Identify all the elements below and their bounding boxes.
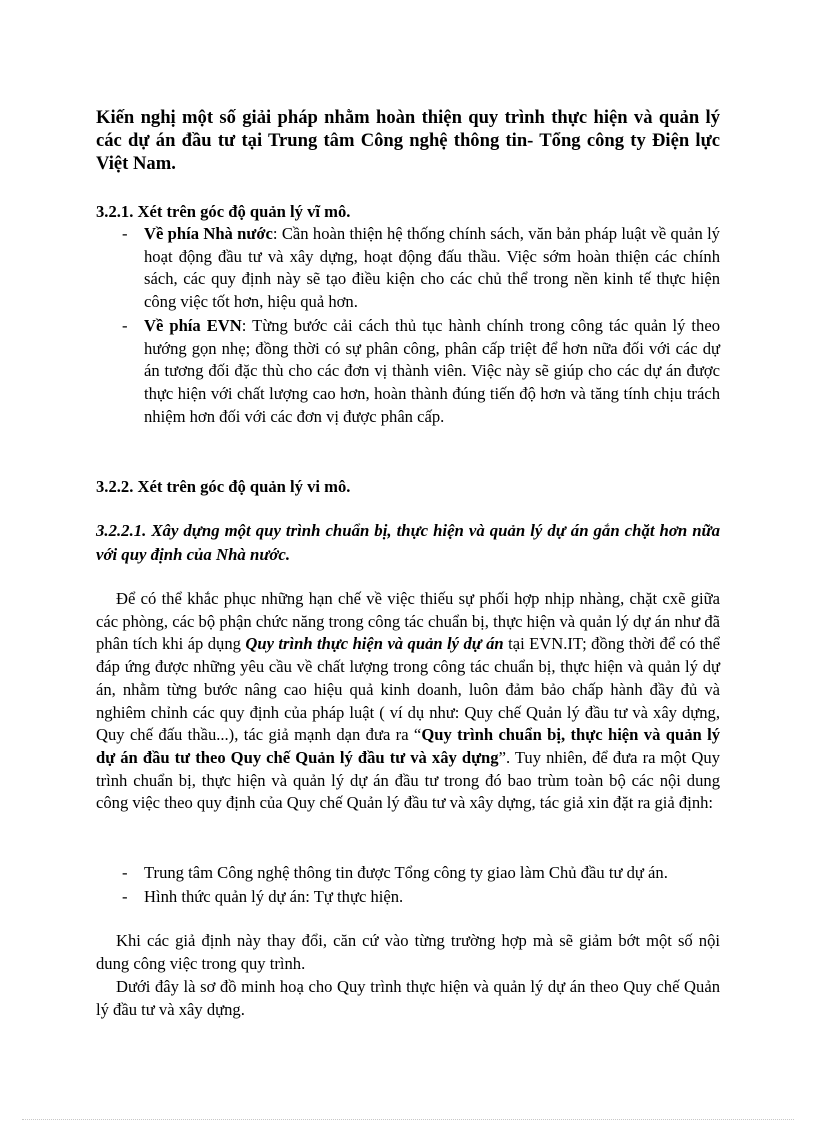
bullet-dash: -	[122, 224, 128, 243]
macro-bullet-list	[122, 223, 720, 429]
paragraph-text: ”. Tuy nhiên, để đưa ra một Quy trình chuẩn bị, thực hiện và quản lý dự án đầu tư trong đó bao trùm toàn bộ các nội dung công việc theo quy định của Quy chế Quản lý đầu tư và xây dựng, tác giả xin đặt ra giả định:	[96, 747, 720, 813]
paragraph-text: tại EVN.IT; đồng thời để có thể đáp ứng được những yêu cầu về chất lượng trong công tác chuẩn bị, thực hiện và quản lý dự án, nhằm từng bước nâng cao hiệu quả kinh doanh, luôn đảm bảo chấp hành đầy đủ và nghiêm chỉnh các quy định của pháp luật ( ví dụ như: Quy chế Quản lý đầu tư và xây dựng, Quy chế đấu thầu...), tác giả mạnh dạn đưa ra “	[96, 634, 720, 745]
bullet-dash: -	[122, 315, 128, 335]
list-item	[122, 862, 720, 885]
bullet-dash: -	[122, 886, 128, 906]
assumption-list	[122, 862, 720, 909]
subsection-heading-3-2-2-1: 3.2.2.1. Xây dựng một quy trình chuẩn bị, thực hiện và quản lý dự án gắn chặt hơn nữa với quy định của Nhà nước.	[96, 521, 720, 564]
section-heading-3-2-1: 3.2.1. Xét trên góc độ quản lý vĩ mô.	[96, 202, 351, 221]
bullet-label: Về phía EVN	[144, 315, 242, 335]
bullet-label: Về phía Nhà nước	[144, 224, 273, 243]
body-paragraph: Khi các giả định này thay đổi, căn cứ vào từng trường hợp mà sẽ giảm bớt một số nội dung công việc trong quy trình.	[96, 931, 720, 973]
list-item	[122, 886, 720, 909]
bullet-text: Trung tâm Công nghệ thông tin được Tổng công ty giao làm Chủ đầu tư dự án.	[144, 863, 668, 882]
bullet-text: Hình thức quản lý dự án: Tự thực hiện.	[144, 886, 404, 906]
bullet-dash: -	[122, 863, 128, 882]
bullet-text: : Cần hoàn thiện hệ thống chính sách, văn bản pháp luật về quản lý hoạt động đầu tư và xây dựng, hoạt động đấu thầu. Việc sớm hoàn thiện các chính sách, các quy định này sẽ tạo điều kiện cho các chủ thể trong nền kinh tế thực hiện công việc tốt hơn, hiệu quả hơn.	[144, 224, 720, 312]
paragraph-text: Để có thể khắc phục những hạn chế về việc thiếu sự phối hợp nhịp nhàng, chặt cxẽ giữa các phòng, các bộ phận chức năng trong công tác chuẩn bị, thực hiện và quản lý dự án như đã phân tích khi áp dụng	[96, 589, 720, 654]
body-paragraph: Dưới đây là sơ đồ minh hoạ cho Quy trình thực hiện và quản lý dự án theo Quy chế Quản lý đầu tư và xây dựng.	[96, 977, 720, 1019]
section-heading-3-2-2: 3.2.2. Xét trên góc độ quản lý vi mô.	[96, 477, 351, 496]
emphasis-text: Quy trình thực hiện và quản lý dự án	[245, 634, 504, 654]
list-item	[122, 223, 720, 314]
document-title: Kiến nghị một số giải pháp nhằm hoàn thiện quy trình thực hiện và quản lý các dự án đầu tư tại Trung tâm Công nghệ thông tin- Tổng công ty Điện lực Việt Nam.	[96, 107, 720, 174]
list-item	[122, 315, 720, 429]
page-bottom-divider	[22, 1119, 794, 1120]
body-paragraph	[96, 588, 720, 815]
bullet-text: : Từng bước cải cách thủ tục hành chính trong công tác quản lý theo hướng gọn nhẹ; đồng thời có sự phân công, phân cấp triệt để hơn nữa đối với các dự án tương đối đặc thù cho các đơn vị thành viên. Việc này sẽ giúp cho các dự án được thực hiện với chất lượng cao hơn, hoàn thành đúng tiến độ hơn và tăng tính chịu trách nhiệm hơn đối với các đơn vị được phân cấp.	[144, 315, 720, 426]
bold-text: Quy trình chuẩn bị, thực hiện và quản lý dự án đầu tư theo Quy chế Quản lý đầu tư và xây dựng	[96, 725, 720, 767]
